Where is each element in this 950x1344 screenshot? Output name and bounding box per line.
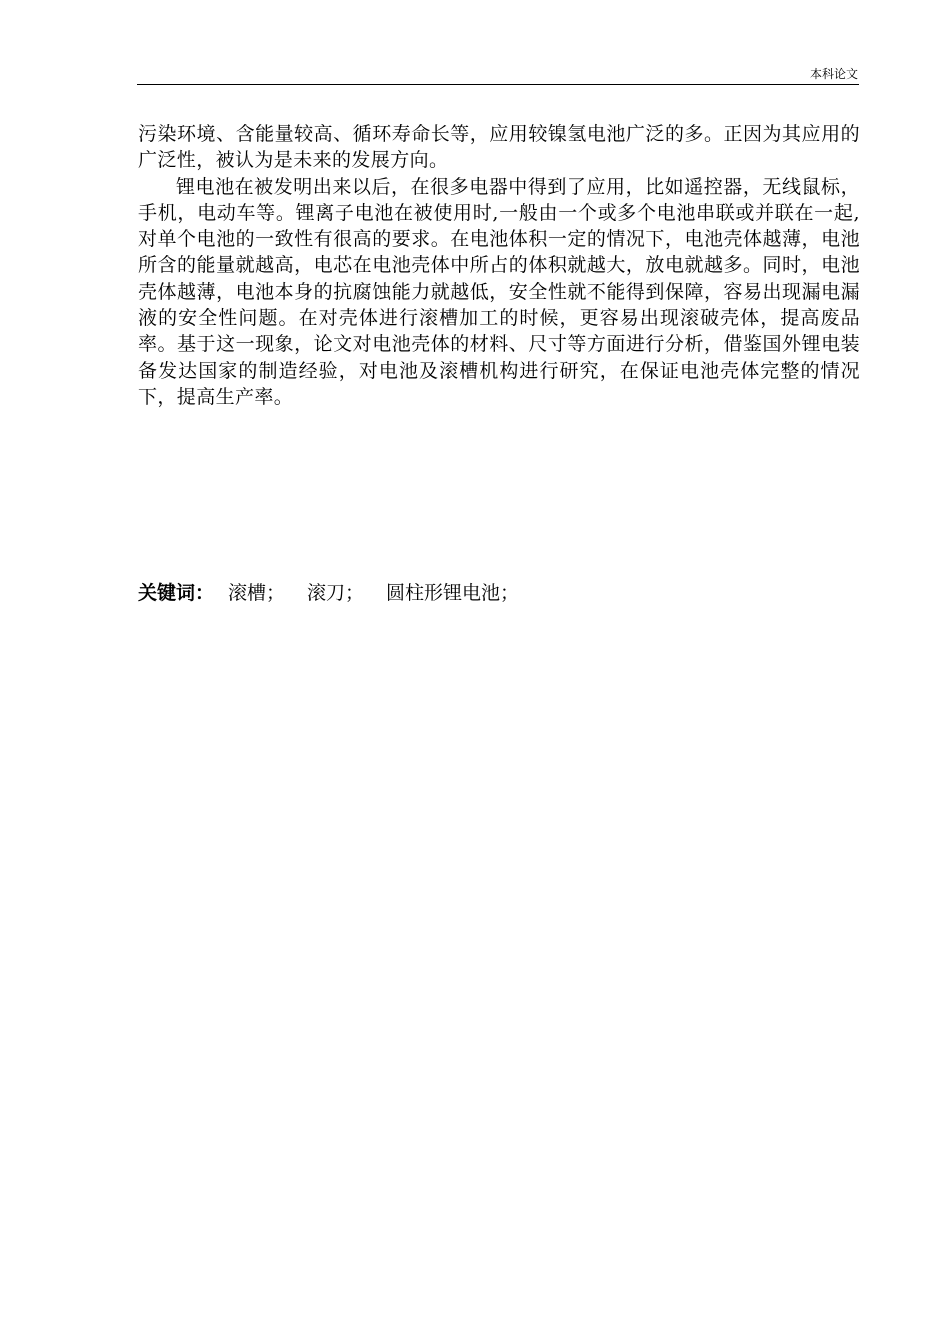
paragraph: 锂电池在被发明出来以后，在很多电器中得到了应用，比如遥控器，无线鼠标，手机，电动车等。锂离子电池在被使用时,一般由一个或多个电池串联或并联在一起,对单个电池的一致性有很高的要求。在电池体积一定的情况下，电池壳体越薄，电池所含的能量就越高，电芯在电池壳体中所占的体积就越大，放电就越多。同时，电池壳体越薄，电池本身的抗腐蚀能力就越低，安全性就不能得到保障，容易出现漏电漏液的安全性问题。在对壳体进行滚槽加工的时候，更容易出现滚破壳体，提高废品率。基于这一现象，论文对电池壳体的材料、尺寸等方面进行分析，借鉴国外锂电装备发达国家的制造经验，对电池及滚槽机构进行研究，在保证电池壳体完整的情况下，提高生产率。	[138, 175, 860, 408]
body-text	[138, 121, 860, 410]
keyword-item: 滚槽；	[228, 582, 286, 604]
running-header: 本科论文	[809, 67, 858, 81]
paragraph: 污染环境、含能量较高、循环寿命长等，应用较镍氢电池广泛的多。正因为其应用的广泛性，被认为是未来的发展方向。	[138, 123, 860, 172]
keywords-label: 关键词：	[138, 582, 215, 604]
keywords-line	[138, 580, 519, 606]
keyword-item: 圆柱形锂电池；	[386, 582, 520, 604]
header-rule	[137, 84, 859, 85]
keyword-item: 滚刀；	[307, 582, 365, 604]
